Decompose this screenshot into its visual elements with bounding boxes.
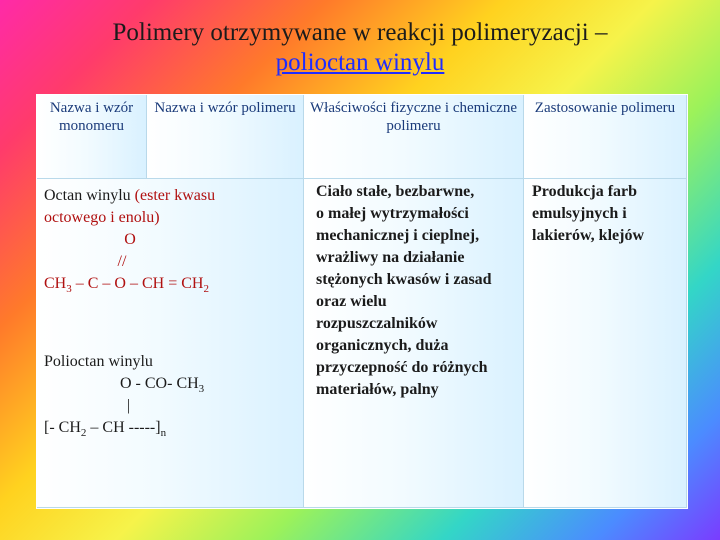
applications-line: emulsyjnych i: [532, 205, 627, 222]
properties-line: oraz wielu: [316, 293, 387, 310]
side-group-part: O - CO- CH: [120, 375, 199, 392]
polymer-name: Polioctan winylu: [44, 353, 153, 370]
polymer-side-group: [44, 373, 299, 395]
monomer-name-line2: octowego i enolu): [44, 209, 160, 226]
properties-line: o małej wytrzymałości: [316, 205, 469, 222]
properties-line: mechanicznej i cieplnej,: [316, 227, 480, 244]
properties-line: stężonych kwasów i zasad: [316, 271, 492, 288]
formula-part: – C – O – CH = CH: [71, 275, 204, 292]
properties-line: wrażliwy na działanie: [316, 249, 465, 266]
polymer-block: [44, 351, 299, 439]
monomer-name-suffix: (ester kwasu: [134, 187, 216, 204]
applications-text: [532, 181, 682, 247]
header-properties: [304, 95, 524, 179]
backbone-part: [- CH: [44, 419, 81, 436]
header-applications-text: Zastosowanie polimeru: [534, 100, 676, 116]
monomer-o: O: [124, 231, 136, 248]
header-monomer-text: Nazwa i wzór monomeru: [49, 100, 134, 134]
monomer-block: [44, 185, 294, 296]
applications-line: Produkcja farb: [532, 183, 638, 200]
slide-title: [0, 18, 720, 78]
properties-line: organicznych, duża: [316, 337, 449, 354]
applications-line: lakierów, klejów: [532, 227, 644, 244]
backbone-part: – CH -----]: [86, 419, 161, 436]
properties-line: materiałów, palny: [316, 381, 439, 398]
polymer-bar: |: [127, 397, 131, 414]
header-polymer: [147, 95, 304, 179]
properties-line: Ciało stałe, bezbarwne,: [316, 183, 475, 200]
monomer-formula: [44, 273, 304, 295]
properties-text: [316, 181, 516, 401]
formula-part: CH: [44, 275, 67, 292]
header-polymer-text: Nazwa i wzór polimeru: [154, 100, 296, 116]
header-applications: [524, 95, 687, 179]
properties-cell: [304, 179, 524, 508]
header-monomer: [37, 95, 147, 179]
backbone-subscript: n: [160, 427, 167, 440]
backbone-subscript: 2: [80, 427, 87, 440]
monomer-double-bond: //: [117, 253, 127, 270]
monomer-polymer-cell: [37, 179, 304, 508]
title-line-2-link[interactable]: polioctan winylu: [275, 49, 445, 76]
title-line-1: Polimery otrzymywane w reakcji polimeryzacji –: [112, 19, 608, 46]
properties-line: przyczepność do różnych: [316, 359, 488, 376]
monomer-name: Octan winylu: [44, 187, 131, 204]
polymer-backbone: [44, 417, 299, 439]
header-properties-text: Właściwości fizyczne i chemiczne polimeru: [310, 100, 517, 134]
side-group-subscript: 3: [198, 383, 205, 396]
properties-line: rozpuszczalników: [316, 315, 438, 332]
applications-cell: [524, 179, 687, 508]
formula-subscript: 3: [66, 283, 72, 296]
polymer-table: [36, 94, 688, 509]
formula-subscript: 2: [203, 283, 209, 296]
